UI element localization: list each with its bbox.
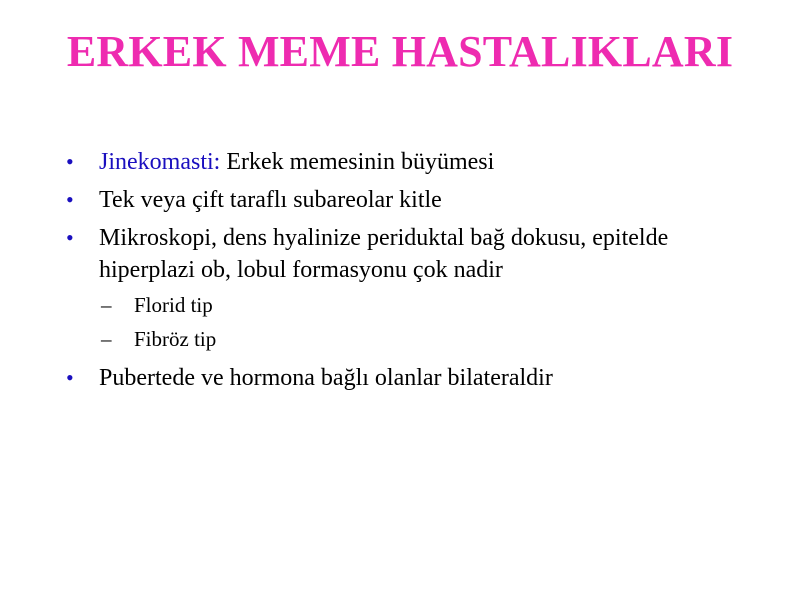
- bullet-text: Tek veya çift taraflı subareolar kitle: [99, 187, 442, 213]
- sub-bullet-text: Fibröz tip: [134, 327, 217, 351]
- sub-bullet-text: Florid tip: [134, 293, 213, 317]
- dash-marker: –: [101, 327, 112, 351]
- bullet-text: Erkek memesinin büyümesi: [220, 149, 495, 175]
- bullet-item: [66, 222, 766, 356]
- sub-bullet-item: [101, 288, 766, 322]
- sub-bullet-item: [101, 322, 766, 356]
- sub-bullet-list: [99, 288, 766, 356]
- bullet-text: Mikroskopi, dens hyalinize periduktal bağ dokusu, epitelde hiperplazi ob, lobul formasyonu çok nadir: [99, 225, 669, 283]
- bullet-item: [66, 184, 766, 216]
- bullet-item: [66, 362, 766, 394]
- bullet-marker: •: [66, 225, 74, 250]
- bullet-marker: •: [66, 187, 74, 212]
- bullet-marker: •: [66, 365, 74, 390]
- bullet-list: [66, 146, 766, 400]
- term-label: Jinekomasti:: [99, 149, 221, 175]
- bullet-marker: •: [66, 149, 74, 174]
- slide-title: ERKEK MEME HASTALIKLARI: [66, 27, 734, 76]
- bullet-item: [66, 146, 766, 178]
- bullet-text: Pubertede ve hormona bağlı olanlar bilateraldir: [99, 365, 553, 391]
- dash-marker: –: [101, 293, 112, 317]
